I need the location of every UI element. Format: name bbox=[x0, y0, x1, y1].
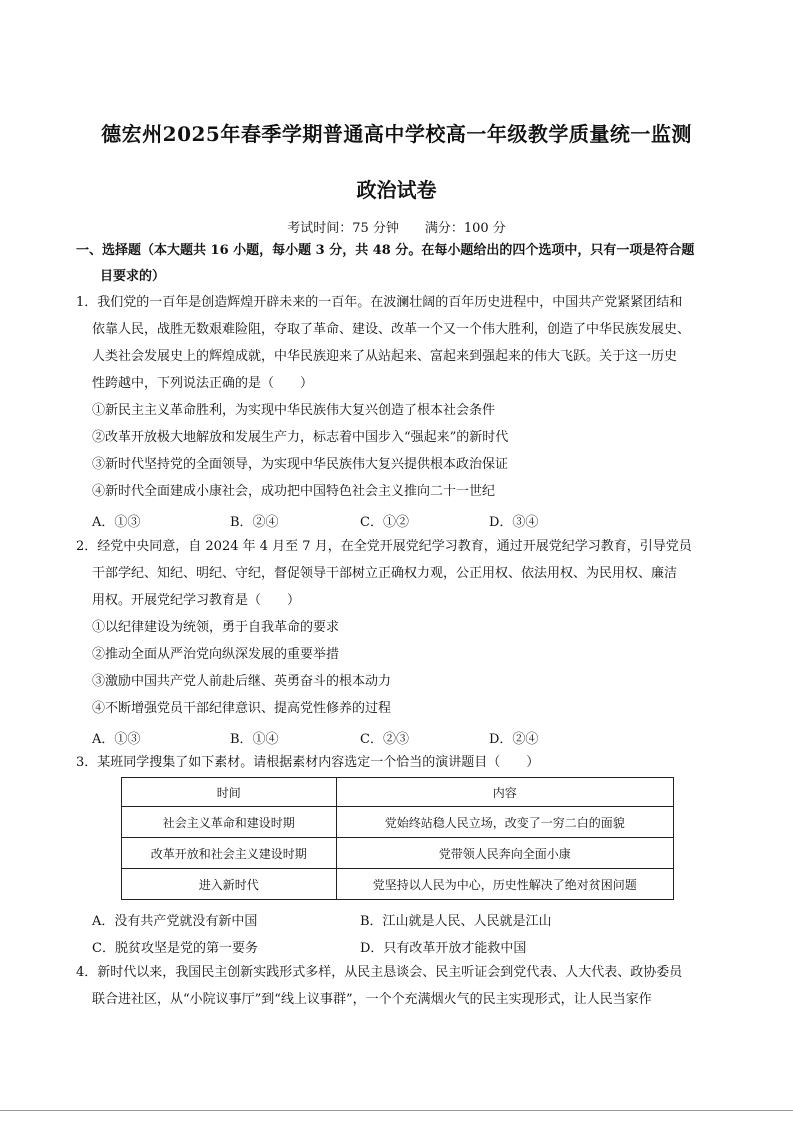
q1-stem-line: 人类社会发展史上的辉煌成就，中华民族迎来了从站起来、富起来到强起来的伟大飞跃。关于这一历史 bbox=[92, 349, 678, 364]
table-cell: 党带领人民奔向全面小康 bbox=[336, 838, 673, 869]
table-row bbox=[122, 807, 674, 838]
q3-material-table bbox=[121, 777, 674, 900]
table-cell: 改革开放和社会主义建设时期 bbox=[122, 838, 337, 869]
table-header-cell: 时间 bbox=[122, 778, 337, 807]
q2-stem-line: 2．经党中央同意，自 2024 年 4 月至 7 月，在全党开展党纪学习教育，通过开展党纪学习教育，引导党员 bbox=[76, 539, 692, 554]
q2-statement: ④不断增强党员干部纪律意识、提高党性修养的过程 bbox=[92, 701, 392, 716]
q4-stem-line: 4．新时代以来，我国民主创新实践形式多样，从民主恳谈会、民主听证会到党代表、人大代表、政协委员 bbox=[76, 965, 683, 980]
q1-option-c: C．①② bbox=[360, 515, 409, 530]
q1-statement: ③新时代坚持党的全面领导，为实现中华民族伟大复兴提供根本政治保证 bbox=[92, 457, 509, 472]
q3-stem: 3．某班同学搜集了如下素材。请根据素材内容选定一个恰当的演讲题目（ ） bbox=[76, 755, 540, 770]
q1-stem-line: 性跨越中，下列说法正确的是（ ） bbox=[92, 376, 314, 391]
table-cell: 党坚持以人民为中心，历史性解决了绝对贫困问题 bbox=[336, 869, 673, 900]
table-cell: 党始终站稳人民立场，改变了一穷二白的面貌 bbox=[336, 807, 673, 838]
q2-statement: ③激励中国共产党人前赴后继、英勇奋斗的根本动力 bbox=[92, 674, 392, 689]
q2-option-a: A．①③ bbox=[92, 732, 141, 747]
table-header-row bbox=[122, 778, 674, 807]
q3-option-c: C．脱贫攻坚是党的第一要务 bbox=[92, 941, 258, 956]
table-row bbox=[122, 869, 674, 900]
q2-option-b: B．①④ bbox=[230, 732, 279, 747]
q2-option-c: C．②③ bbox=[360, 732, 409, 747]
page-bottom-rule bbox=[0, 1110, 793, 1111]
exam-info: 考试时间：75 分钟 满分：100 分 bbox=[287, 221, 506, 236]
section-heading-line1: 一、选择题（本大题共 16 小题，每小题 3 分，共 48 分。在每小题给出的四个选项中，只有一项是符合题 bbox=[76, 243, 695, 258]
q2-stem-line: 用权。开展党纪学习教育是（ ） bbox=[92, 593, 301, 608]
q2-option-d: D．②④ bbox=[489, 732, 539, 747]
q3-option-b: B．江山就是人民、人民就是江山 bbox=[360, 914, 552, 929]
section-heading-line2: 目要求的） bbox=[100, 269, 166, 284]
q1-statement: ④新时代全面建成小康社会，成功把中国特色社会主义推向二十一世纪 bbox=[92, 484, 496, 499]
q4-stem-line: 联合进社区，从“小院议事厅”到“线上议事群”，一个个充满烟火气的民主实现形式，让人民当家作 bbox=[92, 992, 652, 1007]
exam-subject: 政治试卷 bbox=[356, 178, 437, 202]
q3-option-d: D．只有改革开放才能救中国 bbox=[360, 941, 527, 956]
table-header-cell: 内容 bbox=[336, 778, 673, 807]
q1-stem-line: 依靠人民，战胜无数艰难险阻，夺取了革命、建设、改革一个又一个伟大胜利，创造了中华民族发展史、 bbox=[92, 322, 691, 337]
table-cell: 进入新时代 bbox=[122, 869, 337, 900]
q2-statement: ①以纪律建设为统领，勇于自我革命的要求 bbox=[92, 620, 340, 635]
q1-option-d: D．③④ bbox=[489, 515, 539, 530]
q1-option-a: A．①③ bbox=[92, 515, 141, 530]
q3-option-a: A．没有共产党就没有新中国 bbox=[92, 914, 258, 929]
q1-stem-line: 1．我们党的一百年是创造辉煌开辟未来的一百年。在波澜壮阔的百年历史进程中，中国共产党紧紧团结和 bbox=[76, 295, 683, 310]
q2-stem-line: 干部学纪、知纪、明纪、守纪，督促领导干部树立正确权力观，公正用权、依法用权、为民用权、廉洁 bbox=[92, 566, 678, 581]
exam-title: 德宏州2025年春季学期普通高中学校高一年级教学质量统一监测 bbox=[101, 122, 692, 146]
q1-option-b: B．②④ bbox=[230, 515, 279, 530]
q1-statement: ②改革开放极大地解放和发展生产力，标志着中国步入“强起来”的新时代 bbox=[92, 430, 509, 445]
q1-statement: ①新民主主义革命胜利，为实现中华民族伟大复兴创造了根本社会条件 bbox=[92, 403, 496, 418]
table-cell: 社会主义革命和建设时期 bbox=[122, 807, 337, 838]
table-row bbox=[122, 838, 674, 869]
q2-statement: ②推动全面从严治党向纵深发展的重要举措 bbox=[92, 647, 340, 662]
